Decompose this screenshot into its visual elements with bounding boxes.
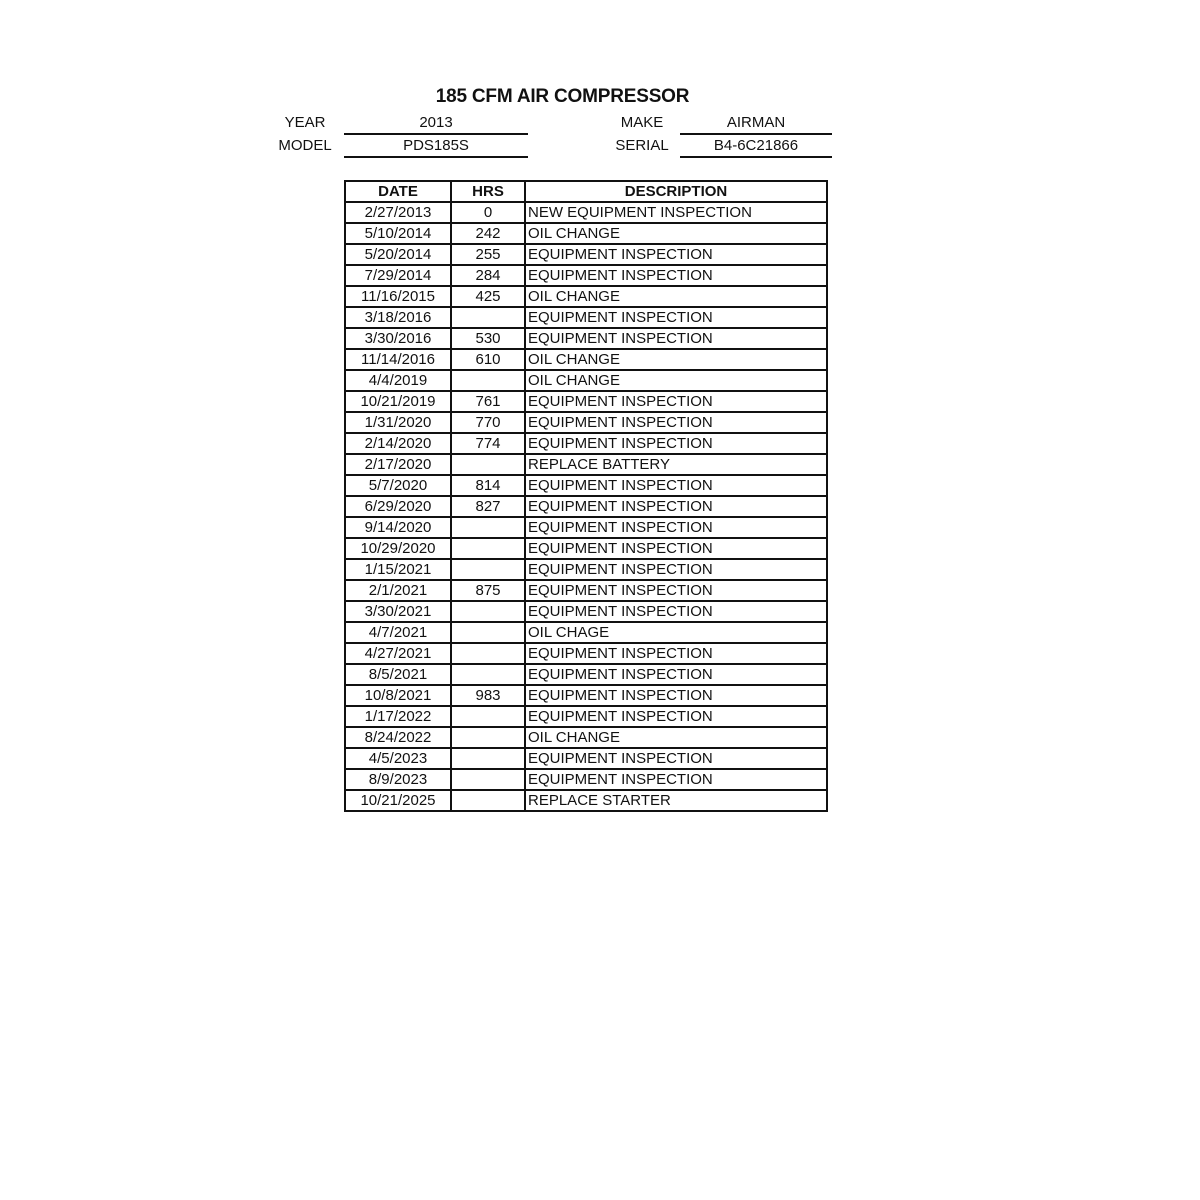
row-description: EQUIPMENT INSPECTION (525, 412, 827, 433)
row-date: 10/21/2019 (345, 391, 451, 412)
table-row (345, 412, 827, 433)
row-description: EQUIPMENT INSPECTION (525, 559, 827, 580)
maintenance-log-table (344, 180, 828, 812)
row-date: 8/24/2022 (345, 727, 451, 748)
row-description: EQUIPMENT INSPECTION (525, 664, 827, 685)
row-description: EQUIPMENT INSPECTION (525, 265, 827, 286)
row-date: 6/29/2020 (345, 496, 451, 517)
row-date: 11/16/2015 (345, 286, 451, 307)
row-date: 7/29/2014 (345, 265, 451, 286)
row-hrs: 761 (451, 391, 525, 412)
table-row (345, 349, 827, 370)
table-row (345, 307, 827, 328)
row-description: REPLACE STARTER (525, 790, 827, 811)
table-row (345, 580, 827, 601)
table-row (345, 748, 827, 769)
row-description: REPLACE BATTERY (525, 454, 827, 475)
row-date: 10/21/2025 (345, 790, 451, 811)
table-row (345, 286, 827, 307)
column-header-date: DATE (345, 181, 451, 202)
year-value: 2013 (344, 113, 528, 135)
row-hrs: 610 (451, 349, 525, 370)
table-row (345, 685, 827, 706)
row-date: 4/27/2021 (345, 643, 451, 664)
row-hrs (451, 790, 525, 811)
table-row (345, 244, 827, 265)
row-hrs (451, 370, 525, 391)
table-row (345, 223, 827, 244)
row-hrs: 814 (451, 475, 525, 496)
row-hrs (451, 748, 525, 769)
row-description: EQUIPMENT INSPECTION (525, 328, 827, 349)
row-description: EQUIPMENT INSPECTION (525, 580, 827, 601)
table-row (345, 517, 827, 538)
row-description: NEW EQUIPMENT INSPECTION (525, 202, 827, 223)
row-hrs (451, 454, 525, 475)
row-hrs (451, 664, 525, 685)
row-hrs (451, 706, 525, 727)
make-label: MAKE (620, 114, 664, 131)
table-row (345, 454, 827, 475)
row-description: OIL CHANGE (525, 349, 827, 370)
row-date: 4/4/2019 (345, 370, 451, 391)
row-date: 4/7/2021 (345, 622, 451, 643)
row-hrs: 827 (451, 496, 525, 517)
row-hrs: 875 (451, 580, 525, 601)
table-row (345, 475, 827, 496)
column-header-hrs: HRS (451, 181, 525, 202)
row-hrs: 242 (451, 223, 525, 244)
row-date: 2/1/2021 (345, 580, 451, 601)
row-date: 10/8/2021 (345, 685, 451, 706)
table-row (345, 664, 827, 685)
serial-label: SERIAL (615, 137, 669, 154)
row-date: 8/5/2021 (345, 664, 451, 685)
row-hrs (451, 727, 525, 748)
row-description: OIL CHANGE (525, 727, 827, 748)
row-date: 1/15/2021 (345, 559, 451, 580)
table-row (345, 202, 827, 223)
row-hrs (451, 307, 525, 328)
row-date: 3/30/2016 (345, 328, 451, 349)
row-date: 8/9/2023 (345, 769, 451, 790)
row-hrs: 983 (451, 685, 525, 706)
row-hrs: 770 (451, 412, 525, 433)
row-description: OIL CHANGE (525, 370, 827, 391)
table-row (345, 622, 827, 643)
row-date: 1/31/2020 (345, 412, 451, 433)
table-row (345, 370, 827, 391)
table-row (345, 391, 827, 412)
row-hrs: 255 (451, 244, 525, 265)
table-row (345, 433, 827, 454)
row-description: EQUIPMENT INSPECTION (525, 307, 827, 328)
row-description: EQUIPMENT INSPECTION (525, 706, 827, 727)
column-header-description: DESCRIPTION (525, 181, 827, 202)
row-hrs (451, 643, 525, 664)
row-date: 1/17/2022 (345, 706, 451, 727)
serial-value: B4-6C21866 (680, 136, 832, 158)
row-hrs (451, 769, 525, 790)
row-date: 5/10/2014 (345, 223, 451, 244)
row-date: 5/7/2020 (345, 475, 451, 496)
row-description: EQUIPMENT INSPECTION (525, 643, 827, 664)
row-description: EQUIPMENT INSPECTION (525, 601, 827, 622)
model-label: MODEL (278, 137, 332, 154)
row-description: OIL CHANGE (525, 286, 827, 307)
table-row (345, 769, 827, 790)
table-row (345, 328, 827, 349)
row-hrs: 530 (451, 328, 525, 349)
row-description: EQUIPMENT INSPECTION (525, 244, 827, 265)
row-hrs (451, 517, 525, 538)
row-hrs: 0 (451, 202, 525, 223)
table-row (345, 601, 827, 622)
row-date: 11/14/2016 (345, 349, 451, 370)
row-date: 2/14/2020 (345, 433, 451, 454)
table-row (345, 559, 827, 580)
row-date: 4/5/2023 (345, 748, 451, 769)
row-description: EQUIPMENT INSPECTION (525, 517, 827, 538)
year-label: YEAR (284, 114, 326, 131)
row-description: EQUIPMENT INSPECTION (525, 685, 827, 706)
row-description: EQUIPMENT INSPECTION (525, 475, 827, 496)
make-value: AIRMAN (680, 113, 832, 135)
table-row (345, 727, 827, 748)
row-description: OIL CHANGE (525, 223, 827, 244)
row-description: EQUIPMENT INSPECTION (525, 391, 827, 412)
row-description: EQUIPMENT INSPECTION (525, 496, 827, 517)
table-header-row (345, 181, 827, 202)
row-date: 3/18/2016 (345, 307, 451, 328)
row-description: EQUIPMENT INSPECTION (525, 538, 827, 559)
row-date: 2/27/2013 (345, 202, 451, 223)
row-hrs (451, 538, 525, 559)
table-row (345, 790, 827, 811)
row-date: 2/17/2020 (345, 454, 451, 475)
row-description: EQUIPMENT INSPECTION (525, 433, 827, 454)
table-row (345, 643, 827, 664)
row-hrs: 284 (451, 265, 525, 286)
row-description: EQUIPMENT INSPECTION (525, 769, 827, 790)
row-date: 3/30/2021 (345, 601, 451, 622)
row-hrs: 774 (451, 433, 525, 454)
row-date: 9/14/2020 (345, 517, 451, 538)
row-hrs (451, 601, 525, 622)
table-row (345, 538, 827, 559)
table-row (345, 706, 827, 727)
row-description: EQUIPMENT INSPECTION (525, 748, 827, 769)
row-hrs (451, 559, 525, 580)
row-date: 5/20/2014 (345, 244, 451, 265)
row-description: OIL CHAGE (525, 622, 827, 643)
row-hrs: 425 (451, 286, 525, 307)
table-row (345, 496, 827, 517)
row-hrs (451, 622, 525, 643)
model-value: PDS185S (344, 136, 528, 158)
table-body (345, 202, 827, 811)
table-row (345, 265, 827, 286)
row-date: 10/29/2020 (345, 538, 451, 559)
document-title: 185 CFM AIR COMPRESSOR (435, 86, 690, 107)
